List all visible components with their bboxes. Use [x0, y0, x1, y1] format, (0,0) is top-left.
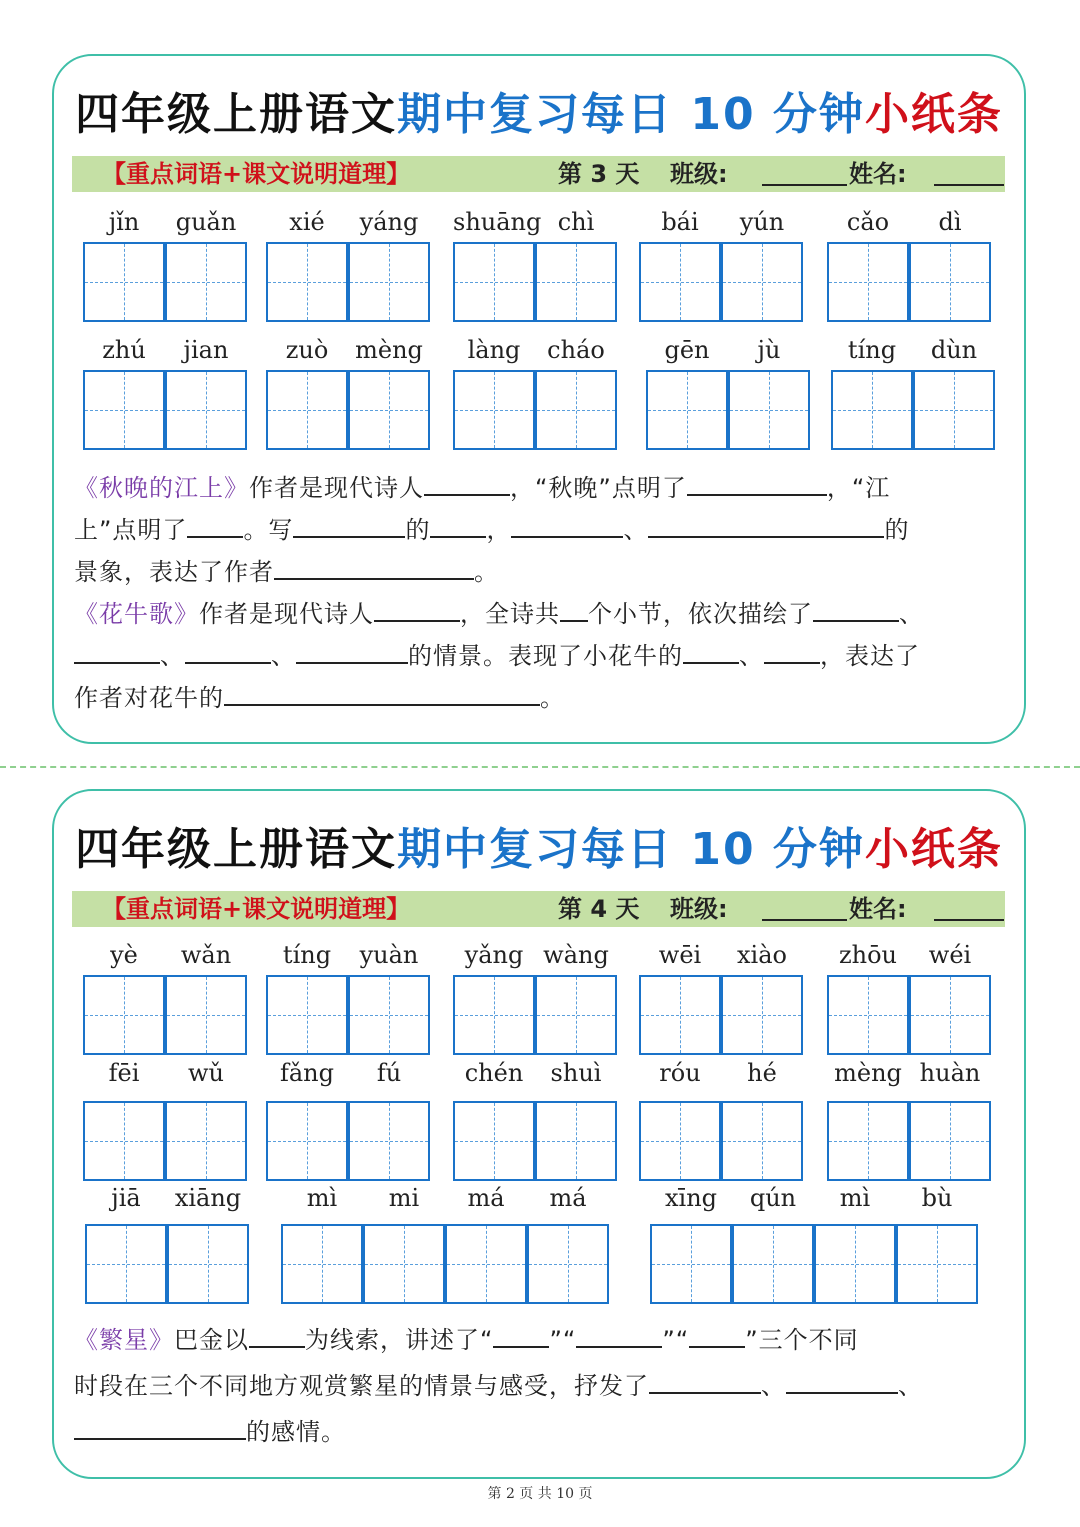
passage-text: 。 [474, 558, 499, 586]
pinyin: mì [839, 1184, 871, 1212]
writing-box[interactable] [650, 1224, 732, 1304]
answer-blank[interactable] [293, 510, 405, 538]
title-part-note: 小纸条 [864, 824, 1003, 875]
day-label: 第 4 天 [558, 895, 640, 923]
pinyin: zuò [285, 336, 329, 364]
passage-text: ，表达了 [820, 642, 920, 670]
writing-box[interactable] [639, 975, 721, 1055]
writing-box[interactable] [165, 242, 247, 322]
writing-box[interactable] [266, 975, 348, 1055]
pinyin: chì [557, 208, 595, 236]
writing-box[interactable] [913, 370, 995, 450]
writing-box[interactable] [896, 1224, 978, 1304]
passage-text: 为线索，讲述了“ [305, 1326, 494, 1354]
pinyin: jian [183, 336, 229, 364]
pinyin: fǎng [279, 1059, 334, 1087]
passage-text: 。 [540, 684, 565, 712]
pinyin: wǔ [188, 1059, 224, 1087]
passage-text: 作者是现代诗人 [199, 600, 374, 628]
title-part-grade: 四年级上册语文 [75, 824, 398, 875]
writing-box[interactable] [721, 242, 803, 322]
pinyin: tíng [847, 336, 897, 364]
pinyin: huàn [919, 1059, 981, 1087]
answer-blank[interactable] [296, 636, 408, 664]
pinyin: mi [388, 1184, 420, 1212]
writing-box[interactable] [348, 975, 430, 1055]
answer-blank[interactable] [493, 1320, 549, 1348]
writing-box[interactable] [165, 1101, 247, 1181]
answer-blank[interactable] [813, 594, 899, 622]
header-band [72, 156, 1005, 192]
pinyin: tíng [282, 941, 332, 969]
card-title [54, 78, 1024, 142]
writing-box[interactable] [646, 370, 728, 450]
writing-box[interactable] [831, 370, 913, 450]
writing-box[interactable] [165, 370, 247, 450]
answer-blank[interactable] [576, 1320, 662, 1348]
passage-text: 上”点明了 [74, 516, 188, 544]
writing-box[interactable] [909, 975, 991, 1055]
pinyin: bù [921, 1184, 953, 1212]
pinyin: wǎn [180, 941, 232, 969]
pinyin: yáng [359, 208, 419, 236]
pinyin: wéi [928, 941, 972, 969]
pinyin: gēn [664, 336, 710, 364]
writing-box[interactable] [266, 370, 348, 450]
writing-box[interactable] [167, 1224, 249, 1304]
pinyin: mì [306, 1184, 338, 1212]
passage-text: 巴金以 [174, 1326, 249, 1354]
answer-blank[interactable] [649, 1366, 761, 1394]
topic-label: 【重点词语+课文说明道理】 [102, 895, 411, 923]
pinyin: xiāng [174, 1184, 242, 1212]
pinyin: zhú [102, 336, 146, 364]
passage-text: ，“秋晚”点明了 [510, 474, 687, 502]
book-title: 《花牛歌》 [74, 600, 199, 628]
writing-box[interactable] [728, 370, 810, 450]
passage-text: 、 [160, 642, 185, 670]
writing-box[interactable] [535, 1101, 617, 1181]
passage-text: 、 [623, 516, 649, 544]
passage-text: 、 [898, 1372, 923, 1400]
passage-text: 、 [761, 1372, 786, 1400]
answer-blank[interactable] [683, 636, 739, 664]
answer-blank[interactable] [224, 678, 540, 706]
pinyin: xīng [664, 1184, 718, 1212]
pinyin: fú [376, 1059, 402, 1087]
class-label: 班级: [670, 895, 728, 923]
writing-box[interactable] [732, 1224, 814, 1304]
name-label: 姓名: [849, 895, 907, 923]
topic-label: 【重点词语+课文说明道理】 [102, 160, 411, 188]
answer-blank[interactable] [764, 636, 820, 664]
pinyin: qún [749, 1184, 797, 1212]
answer-blank[interactable] [187, 510, 243, 538]
passage-flower-cow [74, 593, 1004, 719]
writing-box[interactable] [363, 1224, 445, 1304]
book-title: 《繁星》 [74, 1326, 174, 1354]
answer-blank[interactable] [185, 636, 271, 664]
writing-box[interactable] [639, 1101, 721, 1181]
passage-text: 的 [405, 516, 431, 544]
writing-box[interactable] [721, 1101, 803, 1181]
pinyin: xiào [737, 941, 787, 969]
answer-blank[interactable] [74, 1412, 246, 1440]
answer-blank[interactable] [689, 1320, 745, 1348]
passage-text: 时段在三个不同地方观赏繁星的情景与感受，抒发了 [74, 1372, 649, 1400]
passage-text: ，“江 [826, 474, 891, 502]
pinyin: shuì [550, 1059, 602, 1087]
writing-box[interactable] [453, 370, 535, 450]
writing-box[interactable] [453, 242, 535, 322]
answer-blank[interactable] [560, 594, 588, 622]
passage-stars [74, 1317, 1004, 1455]
header-band [72, 891, 1005, 927]
writing-box[interactable] [535, 975, 617, 1055]
class-field[interactable] [762, 919, 847, 921]
pinyin: hé [747, 1059, 777, 1087]
writing-box[interactable] [83, 242, 165, 322]
pinyin: bái [661, 208, 699, 236]
cut-line [0, 766, 1080, 768]
writing-box[interactable] [348, 370, 430, 450]
page-footer: 第 2 页 共 10 页 [487, 1486, 593, 1502]
passage-text: 的情景。表现了小花牛的 [408, 642, 683, 670]
pinyin: wēi [658, 941, 702, 969]
pinyin: má [549, 1184, 587, 1212]
title-part-review: 期中复习每日 10 分钟 [397, 824, 865, 875]
pinyin: yuàn [359, 941, 419, 969]
pinyin: mèng [834, 1059, 902, 1087]
pinyin: jǐn [108, 208, 140, 236]
pinyin: làng [467, 336, 521, 364]
pinyin: dùn [930, 336, 978, 364]
answer-blank[interactable] [249, 1320, 305, 1348]
pinyin: yǎng [464, 941, 524, 969]
answer-blank[interactable] [424, 468, 510, 496]
answer-blank[interactable] [74, 636, 160, 664]
pinyin: wàng [543, 941, 609, 969]
name-field[interactable] [934, 184, 1004, 186]
writing-box[interactable] [827, 975, 909, 1055]
pinyin: cháo [547, 336, 605, 364]
pinyin: jiā [111, 1184, 141, 1212]
pinyin: yè [110, 941, 138, 969]
passage-text: 作者是现代诗人 [249, 474, 424, 502]
name-label: 姓名: [849, 160, 907, 188]
passage-text: 的感情。 [246, 1418, 346, 1446]
passage-text: ， [486, 516, 512, 544]
passage-text: ”三个不同 [745, 1326, 859, 1354]
passage-text: ”“ [662, 1326, 690, 1354]
passage-text: 、 [739, 642, 764, 670]
pinyin: má [467, 1184, 505, 1212]
answer-blank[interactable] [687, 468, 827, 496]
passage-text: 。写 [243, 516, 294, 544]
title-part-review: 期中复习每日 10 分钟 [397, 89, 865, 140]
pinyin: mèng [355, 336, 423, 364]
writing-box[interactable] [639, 242, 721, 322]
worksheet-card-day3 [52, 54, 1026, 744]
writing-box[interactable] [83, 370, 165, 450]
answer-blank[interactable] [374, 594, 460, 622]
writing-box[interactable] [535, 242, 617, 322]
passage-autumn-river [74, 467, 1004, 593]
pinyin: yún [739, 208, 785, 236]
passage-text: ，全诗共 [460, 600, 560, 628]
pinyin: jù [757, 336, 781, 364]
writing-box[interactable] [348, 1101, 430, 1181]
writing-box[interactable] [453, 975, 535, 1055]
answer-blank[interactable] [274, 552, 474, 580]
pinyin: zhōu [838, 941, 897, 969]
writing-box[interactable] [721, 975, 803, 1055]
writing-box[interactable] [83, 975, 165, 1055]
class-label: 班级: [670, 160, 728, 188]
writing-box[interactable] [827, 242, 909, 322]
book-title: 《秋晚的江上》 [74, 474, 249, 502]
writing-box[interactable] [909, 242, 991, 322]
writing-box[interactable] [165, 975, 247, 1055]
passage-text: 、 [271, 642, 296, 670]
writing-box[interactable] [83, 1101, 165, 1181]
pinyin: róu [659, 1059, 701, 1087]
writing-box[interactable] [527, 1224, 609, 1304]
answer-blank[interactable] [511, 510, 623, 538]
passage-text: 作者对花牛的 [74, 684, 224, 712]
name-field[interactable] [934, 919, 1004, 921]
writing-box[interactable] [348, 242, 430, 322]
writing-box[interactable] [266, 1101, 348, 1181]
writing-box[interactable] [827, 1101, 909, 1181]
passage-text: 个小节，依次描绘了 [588, 600, 813, 628]
passage-text: 景象，表达了作者 [74, 558, 274, 586]
class-field[interactable] [762, 184, 847, 186]
passage-text: 、 [899, 600, 924, 628]
pinyin: xié [289, 208, 325, 236]
writing-box[interactable] [909, 1101, 991, 1181]
day-label: 第 3 天 [558, 160, 640, 188]
passage-text: 的 [884, 516, 910, 544]
answer-blank[interactable] [648, 510, 884, 538]
writing-box[interactable] [85, 1224, 167, 1304]
writing-box[interactable] [535, 370, 617, 450]
pinyin: dì [938, 208, 962, 236]
writing-box[interactable] [445, 1224, 527, 1304]
pinyin: guǎn [175, 208, 237, 236]
passage-text: ”“ [549, 1326, 577, 1354]
pinyin: chén [464, 1059, 524, 1087]
pinyin: cǎo [846, 208, 890, 236]
pinyin: fēi [108, 1059, 140, 1087]
writing-box[interactable] [814, 1224, 896, 1304]
worksheet-card-day4 [52, 789, 1026, 1479]
answer-blank[interactable] [430, 510, 486, 538]
writing-box[interactable] [281, 1224, 363, 1304]
pinyin: shuāng [453, 208, 542, 236]
title-part-note: 小纸条 [864, 89, 1003, 140]
title-part-grade: 四年级上册语文 [75, 89, 398, 140]
writing-box[interactable] [453, 1101, 535, 1181]
card-title [54, 813, 1024, 877]
answer-blank[interactable] [786, 1366, 898, 1394]
writing-box[interactable] [266, 242, 348, 322]
